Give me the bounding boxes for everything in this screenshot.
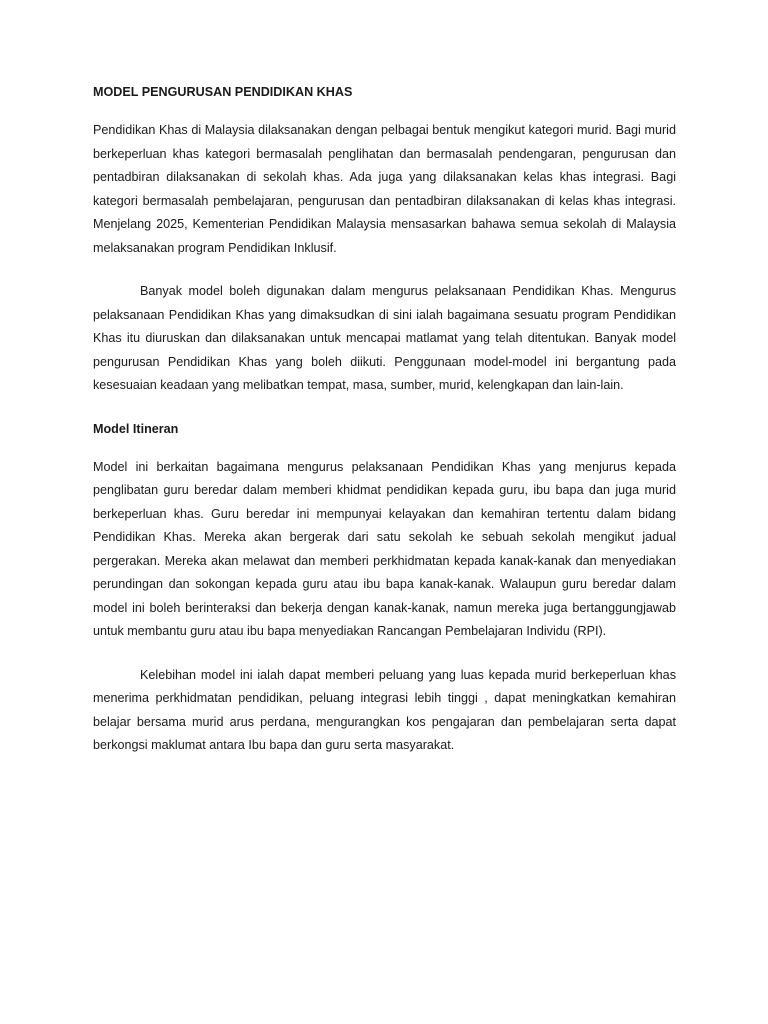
models-paragraph: Banyak model boleh digunakan dalam mengurus pelaksanaan Pendidikan Khas. Mengurus pelaksanaan Pendidikan Khas yang dimaksudkan di sini ialah bagaimana sesuatu program Pendidikan Khas itu diuruskan dan dilaksanakan untuk mencapai matlamat yang telah ditentukan. Banyak model pengurusan Pendidikan Khas yang boleh diikuti. Penggunaan model-model ini bergantung pada kesesuaian keadaan yang melibatkan tempat, masa, sumber, murid, kelengkapan dan lain-lain. bbox=[93, 284, 676, 392]
section-title-model-itineran: Model Itineran bbox=[93, 421, 179, 436]
advantages-paragraph: Kelebihan model ini ialah dapat memberi peluang yang luas kepada murid berkeperluan khas menerima perkhidmatan pendidikan, peluang integrasi lebih tinggi , dapat meningkatkan kemahiran belajar bersama murid arus perdana, mengurangkan kos pengajaran dan pembelajaran serta dapat berkongsi maklumat antara Ibu bapa dan guru serta masyarakat. bbox=[93, 667, 676, 752]
spacer bbox=[93, 260, 676, 280]
intro-paragraph: Pendidikan Khas di Malaysia dilaksanakan dengan pelbagai bentuk mengikut kategori murid. Bagi murid berkeperluan khas kategori bermasalah penglihatan dan bermasalah pendengaran, pengurusan dan pentadbiran dilaksanakan di sekolah khas. Ada juga yang dilaksanakan kelas khas integrasi. Bagi kategori bermasalah pembelajaran, pengurusan dan pentadbiran dilaksanakan di kelas khas integrasi. Menjelang 2025, Kementerian Pendidikan Malaysia mensasarkan bahawa semua sekolah di Malaysia melaksanakan program Pendidikan Inklusif. bbox=[93, 123, 676, 255]
spacer bbox=[93, 398, 676, 416]
spacer bbox=[93, 442, 676, 456]
document-title: MODEL PENGURUSAN PENDIDIKAN KHAS bbox=[93, 85, 353, 99]
itineran-paragraph: Model ini berkaitan bagaimana mengurus pelaksanaan Pendidikan Khas yang menjurus kepada penglibatan guru beredar dalam memberi khidmat pendidikan kepada guru, ibu bapa dan juga murid berkeperluan khas. Guru beredar ini mempunyai kelayakan dan kemahiran tertentu dalam bidang Pendidikan Khas. Mereka akan bergerak dari satu sekolah ke sebuah sekolah mengikut jadual pergerakan. Mereka akan melawat dan memberi perkhidmatan kepada kanak-kanak dan menyediakan perundingan dan sokongan kepada guru atau ibu bapa kanak-kanak. Walaupun guru beredar dalam model ini boleh berinteraksi dan bekerja dengan kanak-kanak, namun mereka juga bertanggungjawab untuk membantu guru atau ibu bapa menyediakan Rancangan Pembelajaran Individu (RPI). bbox=[93, 459, 676, 638]
document-page bbox=[93, 79, 676, 758]
spacer bbox=[93, 644, 676, 664]
spacer bbox=[93, 105, 676, 119]
